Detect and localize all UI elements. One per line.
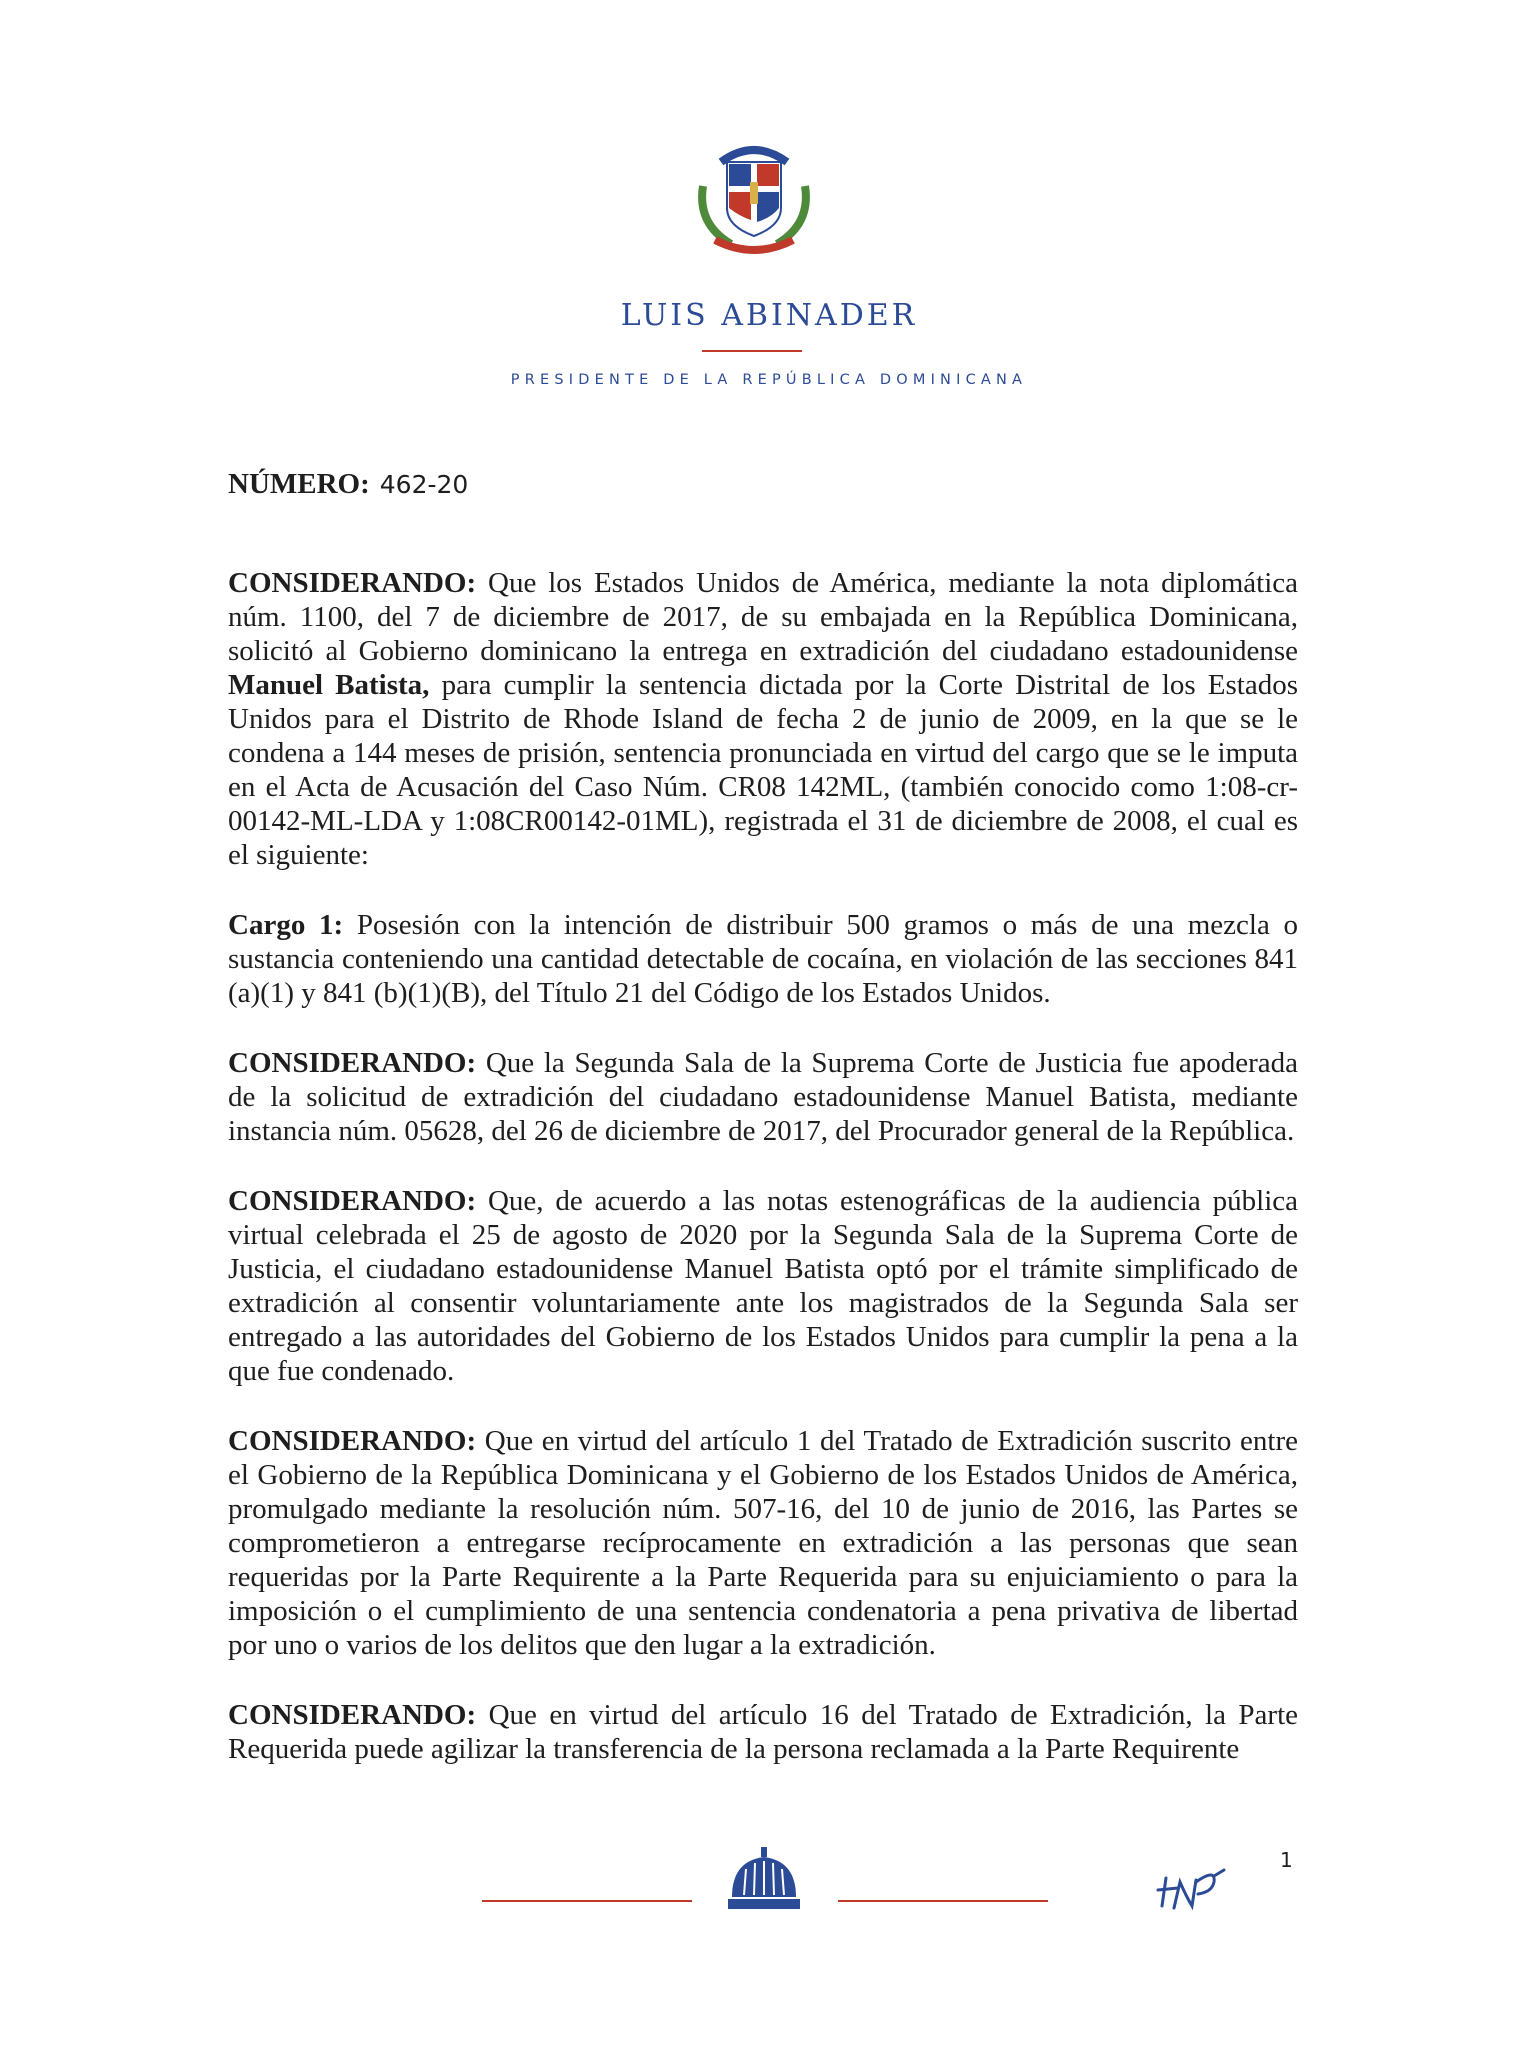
name-divider xyxy=(702,350,802,352)
handwritten-initials-icon xyxy=(1156,1866,1230,1916)
paragraph-keyword: Cargo 1: xyxy=(228,909,344,941)
paragraph-text: Que en virtud del artículo 16 del Tratado de Extradición, la Parte Requerida puede agilizar la transferencia de la persona reclamada a la Parte Requirente xyxy=(228,1699,1299,1765)
decree-number-label: NÚMERO: xyxy=(228,468,370,500)
document-body xyxy=(228,566,1298,1802)
national-palace-dome-icon xyxy=(722,1845,806,1915)
paragraph xyxy=(228,1046,1298,1148)
person-name: Manuel Batista, xyxy=(228,669,430,701)
page-number: 1 xyxy=(1280,1848,1293,1872)
paragraph-keyword: CONSIDERANDO: xyxy=(228,1425,477,1457)
paragraph-text: Que los Estados Unidos de América, mediante la nota diplomática núm. 1100, del 7 de diciembre de 2017, de su embajada en la República Dominicana, solicitó al Gobierno dominicano la entrega en extradición del ciudadano estadounidense xyxy=(228,567,1299,667)
paragraph-keyword: CONSIDERANDO: xyxy=(228,1047,477,1079)
paragraph xyxy=(228,908,1298,1010)
paragraph xyxy=(228,1698,1298,1766)
paragraph-text: para cumplir la sentencia dictada por la Corte Distrital de los Estados Unidos para el Distrito de Rhode Island de fecha 2 de junio de 2009, en la que se le condena a 144 meses de prisión, sentencia pronunciada en virtud del cargo que se le imputa en el Acta de Acusación del Caso Núm. CR08 142ML, (también conocido como 1:08-cr-00142-ML-LDA y 1:08CR00142-01ML), registrada el 31 de diciembre de 2008, el cual es el siguiente: xyxy=(228,669,1299,871)
paragraph xyxy=(228,566,1298,872)
paragraph-keyword: CONSIDERANDO: xyxy=(228,1699,477,1731)
paragraph-text: Que en virtud del artículo 1 del Tratado de Extradición suscrito entre el Gobierno de la República Dominicana y el Gobierno de los Estados Unidos de América, promulgado mediante la resolución núm. 507-16, del 10 de junio de 2016, las Partes se comprometieron a entregarse recíprocamente en extradición a las personas que sean requeridas por la Parte Requirente a la Parte Requerida para su enjuiciamiento o para la imposición o el cumplimiento de una sentencia condenatoria a pena privativa de libertad por uno o varios de los delitos que den lugar a la extradición. xyxy=(228,1425,1298,1661)
paragraph xyxy=(228,1424,1298,1662)
footer-divider-right xyxy=(838,1900,1048,1902)
president-name: LUIS ABINADER xyxy=(620,298,918,333)
letterhead xyxy=(0,0,1538,400)
paragraph-text: Posesión con la intención de distribuir 500 gramos o más de una mezcla o sustancia conteniendo una cantidad detectable de cocaína, en violación de las secciones 841 (a)(1) y 841 (b)(1)(B), del Título 21 del Código de los Estados Unidos. xyxy=(228,909,1298,1009)
paragraph xyxy=(228,1184,1298,1388)
dominican-coat-of-arms-icon xyxy=(683,128,825,258)
footer-divider-left xyxy=(482,1900,692,1902)
paragraph-text: Que, de acuerdo a las notas estenográficas de la audiencia pública virtual celebrada el 25 de agosto de 2020 por la Segunda Sala de la Suprema Corte de Justicia, el ciudadano estadounidense Manuel Batista optó por el trámite simplificado de extradición al consentir voluntariamente ante los magistrados de la Segunda Sala ser entregado a las autoridades del Gobierno de los Estados Unidos para cumplir la pena a la que fue condenado. xyxy=(228,1185,1299,1387)
decree-number xyxy=(228,468,468,501)
paragraph-keyword: CONSIDERANDO: xyxy=(228,1185,477,1217)
decree-number-value: 462-20 xyxy=(379,470,469,499)
president-subtitle: PRESIDENTE DE LA REPÚBLICA DOMINICANA xyxy=(510,372,1028,388)
paragraph-text: Que la Segunda Sala de la Suprema Corte de Justicia fue apoderada de la solicitud de extradición del ciudadano estadounidense Manuel Batista, mediante instancia núm. 05628, del 26 de diciembre de 2017, del Procurador general de la República. xyxy=(228,1047,1299,1147)
paragraph-keyword: CONSIDERANDO: xyxy=(228,567,477,599)
